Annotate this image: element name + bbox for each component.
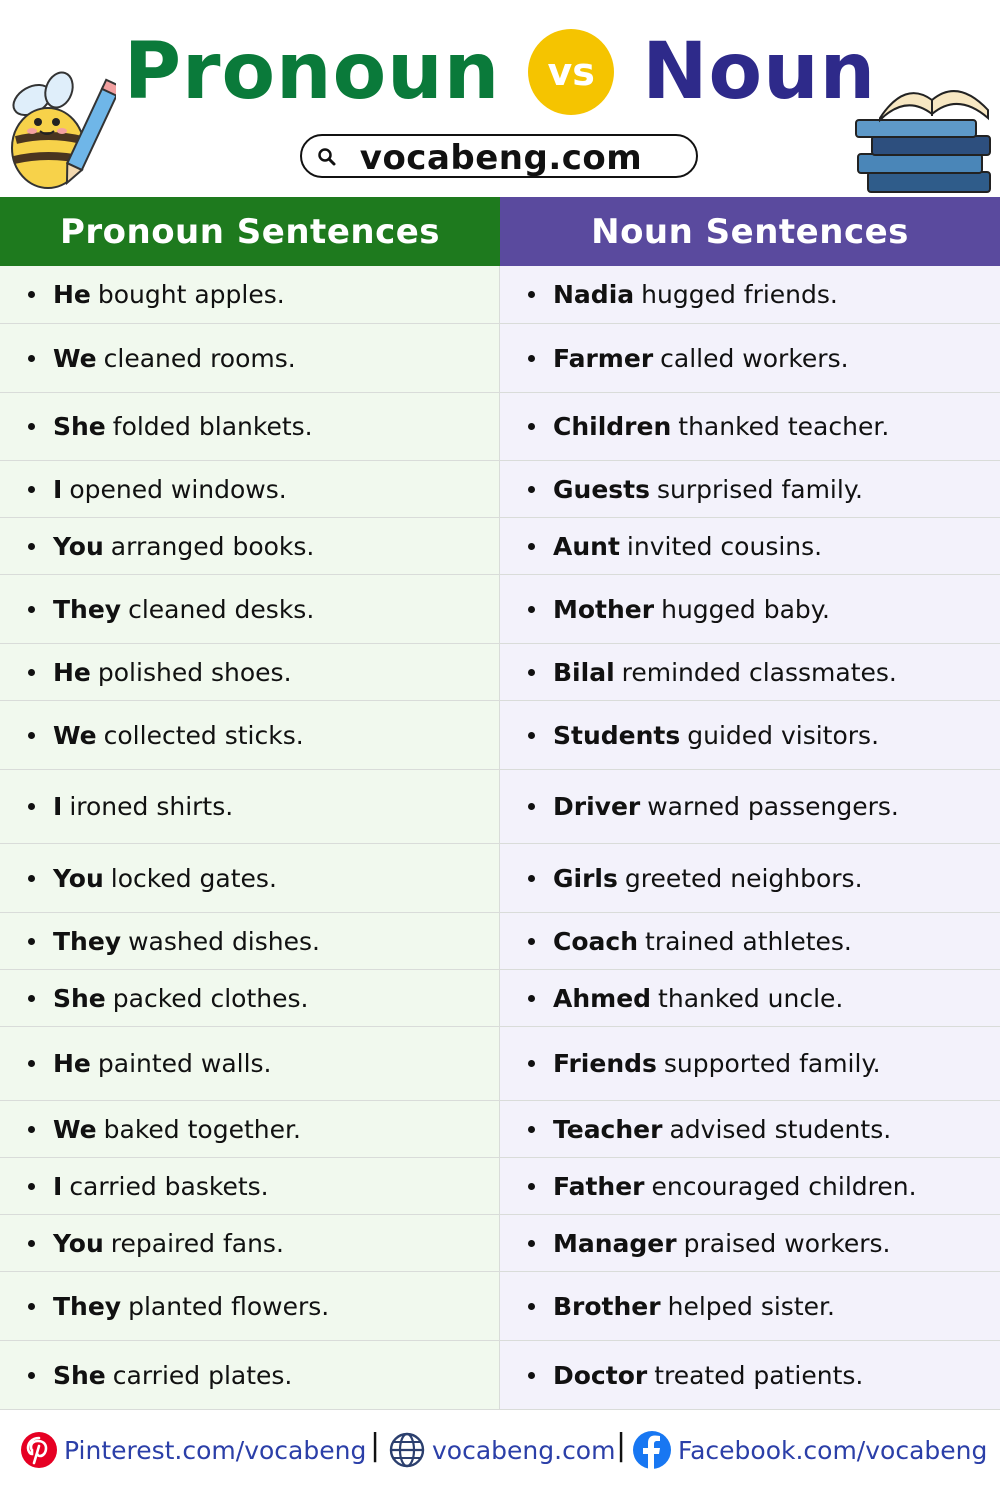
sentence-rest: trained athletes. — [645, 926, 852, 956]
table-body — [0, 266, 1000, 1410]
noun-sentence-cell — [500, 970, 1000, 1026]
sentence-rest: cleaned rooms. — [103, 343, 296, 373]
sentence-rest: thanked teacher. — [678, 412, 890, 441]
table-row — [0, 913, 1000, 970]
table-row — [0, 644, 1000, 701]
noun-keyword: Mother — [553, 594, 655, 624]
pronoun-sentence-cell — [0, 1215, 500, 1271]
bullet-icon — [28, 995, 35, 1002]
pronoun-keyword: They — [53, 594, 122, 624]
globe-icon — [388, 1431, 426, 1469]
noun-sentence-cell — [500, 1272, 1000, 1340]
table-row — [0, 970, 1000, 1027]
pronoun-keyword: He — [53, 1049, 91, 1078]
pronoun-sentence-cell — [0, 1341, 500, 1409]
table-row — [0, 701, 1000, 770]
pinterest-icon — [20, 1431, 58, 1469]
pronoun-sentence-cell — [0, 1158, 500, 1214]
pinterest-link[interactable] — [20, 1430, 366, 1470]
sentence-rest: planted flowers. — [128, 1291, 330, 1321]
pronoun-sentence-cell — [0, 1101, 500, 1157]
footer — [0, 1410, 1000, 1500]
title-pronoun: Pronoun — [123, 27, 501, 117]
pronoun-keyword: She — [53, 1360, 106, 1390]
sentence-rest: packed clothes. — [112, 983, 309, 1013]
title-noun: Noun — [642, 27, 877, 117]
pronoun-sentence-cell — [0, 324, 500, 392]
noun-keyword: Students — [553, 720, 681, 750]
pronoun-sentence-cell — [0, 266, 500, 323]
sentence-rest: arranged books. — [110, 531, 315, 561]
pronoun-sentence-cell — [0, 461, 500, 517]
bullet-icon — [528, 1372, 535, 1379]
pronoun-keyword: You — [53, 531, 104, 561]
noun-sentence-cell — [500, 461, 1000, 517]
noun-sentence-cell — [500, 1158, 1000, 1214]
website-text: vocabeng.com — [432, 1435, 616, 1465]
bullet-icon — [28, 486, 35, 493]
pronoun-sentence-cell — [0, 913, 500, 969]
noun-sentence-cell — [500, 1215, 1000, 1271]
bullet-icon — [528, 423, 535, 430]
sentence-rest: reminded classmates. — [621, 657, 897, 687]
vs-badge: vs — [528, 29, 614, 115]
sentence-rest: advised students. — [669, 1114, 892, 1144]
table-row — [0, 770, 1000, 844]
noun-sentence-cell — [500, 644, 1000, 700]
pronoun-sentence-cell — [0, 518, 500, 574]
table-row — [0, 518, 1000, 575]
search-bar[interactable] — [300, 134, 698, 178]
noun-keyword: Friends — [553, 1049, 657, 1078]
table-row — [0, 1158, 1000, 1215]
noun-sentence-cell — [500, 324, 1000, 392]
bullet-icon — [528, 803, 535, 810]
noun-keyword: Girls — [553, 863, 618, 893]
facebook-icon — [632, 1430, 672, 1470]
facebook-link[interactable] — [632, 1430, 987, 1470]
table-row — [0, 1272, 1000, 1341]
table-row — [0, 1101, 1000, 1158]
pronoun-sentence-cell — [0, 1027, 500, 1100]
bullet-icon — [528, 606, 535, 613]
noun-sentence-cell — [500, 518, 1000, 574]
sentence-rest: guided visitors. — [687, 720, 880, 750]
pronoun-keyword: We — [53, 1114, 97, 1144]
noun-keyword: Teacher — [553, 1114, 663, 1144]
noun-keyword: Farmer — [553, 343, 654, 373]
pronoun-keyword: We — [53, 343, 97, 373]
facebook-text: Facebook.com/vocabeng — [678, 1435, 988, 1465]
sentence-rest: folded blankets. — [112, 412, 313, 441]
noun-sentence-cell — [500, 575, 1000, 643]
sentence-rest: supported family. — [663, 1049, 881, 1078]
table-row — [0, 1215, 1000, 1272]
sentence-rest: warned passengers. — [647, 792, 899, 821]
bullet-icon — [28, 875, 35, 882]
pronoun-keyword: He — [53, 280, 91, 309]
table-row — [0, 266, 1000, 324]
sentence-rest: carried baskets. — [69, 1171, 269, 1201]
pronoun-keyword: I — [53, 1171, 63, 1201]
noun-keyword: Doctor — [553, 1360, 648, 1390]
bullet-icon — [28, 355, 35, 362]
pronoun-keyword: You — [53, 863, 104, 893]
bullet-icon — [528, 1060, 535, 1067]
bullet-icon — [528, 669, 535, 676]
bullet-icon — [528, 1303, 535, 1310]
bullet-icon — [528, 1183, 535, 1190]
header — [0, 0, 1000, 197]
table-row — [0, 1027, 1000, 1101]
pronoun-keyword: He — [53, 657, 91, 687]
bullet-icon — [28, 543, 35, 550]
sentence-rest: invited cousins. — [626, 531, 823, 561]
noun-sentence-cell — [500, 1341, 1000, 1409]
noun-sentence-cell — [500, 844, 1000, 912]
sentence-rest: washed dishes. — [128, 926, 320, 956]
bullet-icon — [28, 938, 35, 945]
sentence-rest: hugged baby. — [661, 594, 830, 624]
bullet-icon — [528, 543, 535, 550]
sentence-rest: opened windows. — [69, 474, 287, 504]
pronoun-keyword: I — [53, 792, 63, 821]
bullet-icon — [28, 291, 35, 298]
pronoun-keyword: We — [53, 720, 97, 750]
bullet-icon — [528, 291, 535, 298]
site-url: vocabeng.com — [359, 138, 643, 178]
noun-keyword: Driver — [553, 792, 641, 821]
bullet-icon — [28, 606, 35, 613]
bullet-icon — [28, 669, 35, 676]
pronoun-keyword: She — [53, 412, 106, 441]
noun-keyword: Brother — [553, 1291, 661, 1321]
bullet-icon — [528, 732, 535, 739]
bullet-icon — [28, 732, 35, 739]
pronoun-keyword: You — [53, 1228, 104, 1258]
sentence-rest: praised workers. — [683, 1228, 891, 1258]
pronoun-keyword: She — [53, 983, 106, 1013]
noun-sentence-cell — [500, 393, 1000, 460]
noun-keyword: Ahmed — [553, 983, 652, 1013]
sentence-rest: treated patients. — [654, 1360, 864, 1390]
bullet-icon — [528, 1126, 535, 1133]
sentence-rest: thanked uncle. — [658, 983, 844, 1013]
sentence-rest: locked gates. — [110, 863, 277, 893]
bullet-icon — [28, 1183, 35, 1190]
pronoun-keyword: I — [53, 474, 63, 504]
pronoun-sentence-cell — [0, 844, 500, 912]
table-row — [0, 393, 1000, 461]
bullet-icon — [28, 1240, 35, 1247]
noun-keyword: Father — [553, 1171, 645, 1201]
noun-sentence-cell — [500, 770, 1000, 843]
bullet-icon — [28, 1303, 35, 1310]
noun-keyword: Bilal — [553, 657, 615, 687]
noun-sentence-cell — [500, 266, 1000, 323]
table-row — [0, 324, 1000, 393]
noun-keyword: Aunt — [553, 531, 620, 561]
bullet-icon — [28, 1372, 35, 1379]
noun-keyword: Children — [553, 412, 672, 441]
bullet-icon — [528, 938, 535, 945]
noun-sentence-cell — [500, 1101, 1000, 1157]
website-link[interactable] — [388, 1430, 615, 1470]
pronoun-sentence-cell — [0, 644, 500, 700]
sentence-rest: carried plates. — [112, 1360, 293, 1390]
bullet-icon — [528, 486, 535, 493]
sentence-rest: encouraged children. — [651, 1171, 917, 1201]
noun-keyword: Nadia — [553, 280, 635, 309]
pronoun-sentence-cell — [0, 701, 500, 769]
sentence-rest: greeted neighbors. — [624, 863, 863, 893]
comparison-table — [0, 197, 1000, 1410]
noun-sentence-cell — [500, 1027, 1000, 1100]
pronoun-keyword: They — [53, 1291, 122, 1321]
pronoun-sentence-cell — [0, 575, 500, 643]
sentence-rest: bought apples. — [97, 280, 285, 309]
sentence-rest: baked together. — [103, 1114, 301, 1144]
pronoun-sentence-cell — [0, 393, 500, 460]
column-header-pronoun: Pronoun Sentences — [0, 197, 500, 266]
noun-keyword: Coach — [553, 926, 639, 956]
sentence-rest: repaired fans. — [110, 1228, 284, 1258]
noun-sentence-cell — [500, 701, 1000, 769]
pronoun-keyword: They — [53, 926, 122, 956]
table-row — [0, 461, 1000, 518]
footer-separator: | — [616, 1428, 627, 1463]
table-row — [0, 844, 1000, 913]
noun-keyword: Manager — [553, 1228, 677, 1258]
bullet-icon — [28, 1060, 35, 1067]
noun-sentence-cell — [500, 913, 1000, 969]
bullet-icon — [28, 423, 35, 430]
sentence-rest: surprised family. — [657, 474, 864, 504]
column-header-noun: Noun Sentences — [500, 197, 1000, 266]
table-row — [0, 575, 1000, 644]
bullet-icon — [528, 355, 535, 362]
footer-separator: | — [370, 1428, 381, 1463]
sentence-rest: called workers. — [660, 343, 849, 373]
table-header — [0, 197, 1000, 266]
books-illustration — [850, 70, 1000, 197]
sentence-rest: collected sticks. — [103, 720, 304, 750]
sentence-rest: polished shoes. — [97, 657, 292, 687]
sentence-rest: helped sister. — [667, 1291, 835, 1321]
sentence-rest: ironed shirts. — [69, 792, 234, 821]
pronoun-sentence-cell — [0, 970, 500, 1026]
sentence-rest: cleaned desks. — [128, 594, 315, 624]
bullet-icon — [28, 1126, 35, 1133]
sentence-rest: painted walls. — [97, 1049, 272, 1078]
bullet-icon — [28, 803, 35, 810]
table-row — [0, 1341, 1000, 1410]
noun-keyword: Guests — [553, 474, 650, 504]
pronoun-sentence-cell — [0, 1272, 500, 1340]
sentence-rest: hugged friends. — [641, 280, 838, 309]
pronoun-sentence-cell — [0, 770, 500, 843]
bullet-icon — [528, 875, 535, 882]
pinterest-text: Pinterest.com/vocabeng — [64, 1435, 367, 1465]
bullet-icon — [528, 995, 535, 1002]
bullet-icon — [528, 1240, 535, 1247]
